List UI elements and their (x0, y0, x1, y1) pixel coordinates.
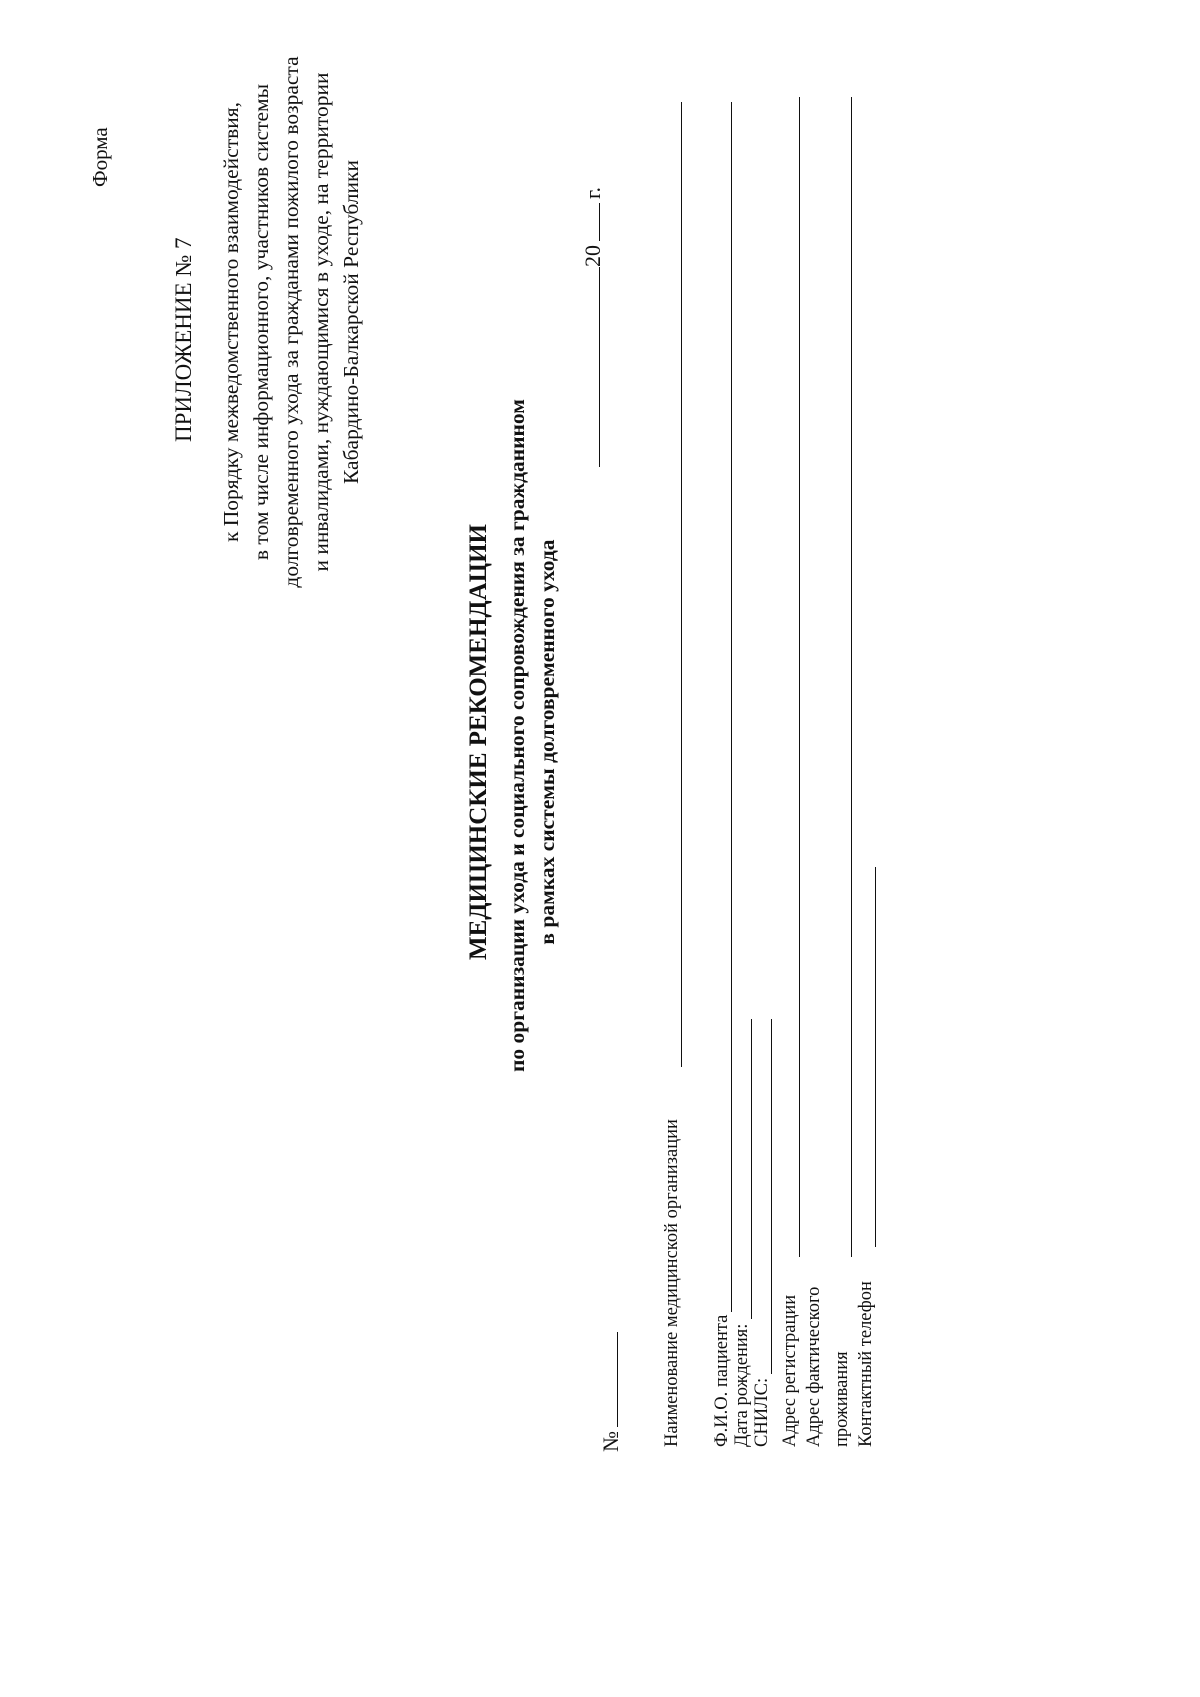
actual-address-label: Адрес фактического (804, 1286, 824, 1447)
document-date-field (575, 187, 606, 467)
appendix-line: и инвалидами, нуждающимися в уходе, на территории (309, 72, 333, 572)
number-label: № (598, 1431, 623, 1452)
patient-name-blank[interactable] (731, 102, 732, 1312)
appendix-line: в том числе информационного, участников системы (249, 83, 273, 561)
snils-label: СНИЛС: (752, 1377, 772, 1447)
date-year-suffix: г. (580, 186, 605, 199)
document-title: МЕДИЦИНСКИЕ РЕКОМЕНДАЦИИ (465, 524, 492, 961)
registration-address-blank[interactable] (799, 97, 800, 1257)
appendix-description (216, 2, 366, 642)
organization-label: Наименование медицинской организации (662, 1119, 682, 1447)
subtitle-line: по организации ухода и социального сопровождения за гражданином (505, 399, 529, 1072)
appendix-line: долговременного ухода за гражданами пожилого возраста (279, 56, 303, 588)
date-year-blank[interactable] (575, 203, 600, 241)
subtitle-line: в рамках системы долговременного ухода (535, 539, 559, 945)
actual-address-blank[interactable] (851, 97, 852, 1257)
patient-name-label: Ф.И.О. пациента (712, 1314, 732, 1447)
snils-blank[interactable] (771, 1019, 772, 1374)
organization-blank[interactable] (681, 102, 682, 1067)
appendix-line: Кабардино-Балкарской Республики (339, 160, 363, 485)
phone-blank[interactable] (875, 867, 876, 1247)
appendix-title: ПРИЛОЖЕНИЕ № 7 (171, 237, 196, 442)
date-year-prefix: 20 (580, 245, 605, 267)
document-subtitle (502, 399, 562, 1072)
birth-date-blank[interactable] (751, 1019, 752, 1319)
phone-label: Контактный телефон (856, 1281, 876, 1447)
registration-address-label: Адрес регистрации (780, 1294, 800, 1447)
form-label: Форма (88, 127, 112, 187)
actual-address-label-cont: проживания (832, 1351, 852, 1447)
birth-date-label: Дата рождения: (732, 1323, 752, 1447)
document-number-field (598, 1332, 624, 1452)
date-day-month-blank[interactable] (575, 267, 600, 467)
appendix-line: к Порядку межведомственного взаимодействия, (219, 101, 243, 543)
number-blank[interactable] (599, 1332, 618, 1427)
